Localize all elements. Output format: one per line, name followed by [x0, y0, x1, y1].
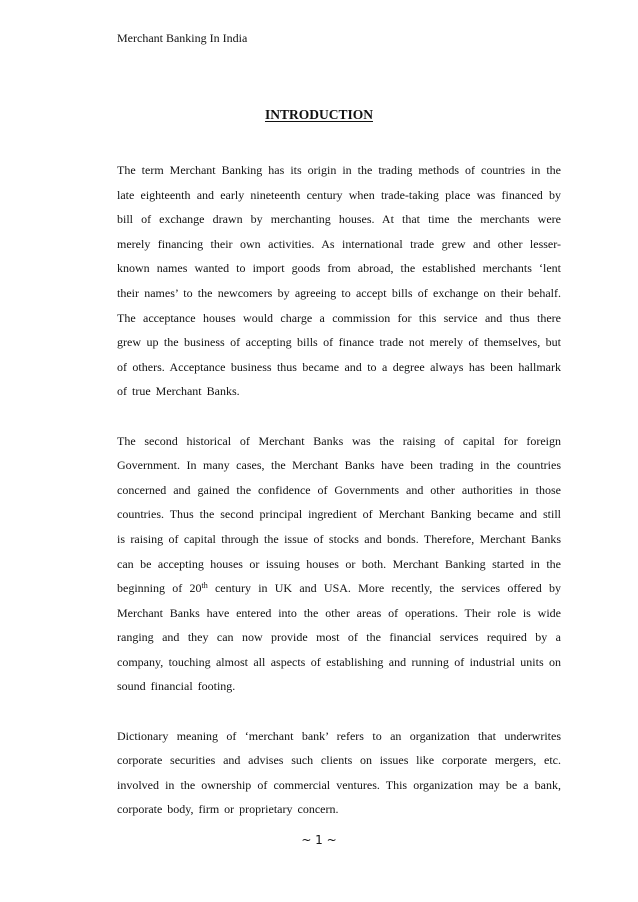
- paragraph-history-part1: The second historical of Merchant Banks was the raising of capital for foreign Government. In many cases, the Merchant Banks have been trading in the countries concerned and gained the confidence of Governments and other authorities in those countries. Thus the second principal ingredient of Merchant Banking became and still is raising of capital through the issue of stocks and bonds. Therefore, Merchant Banks can be accepting houses or issuing houses or both. Merchant Banking started in the beginning of 20: [117, 433, 561, 596]
- running-header: Merchant Banking In India: [117, 31, 248, 45]
- page-title-text: INTRODUCTION: [264, 107, 373, 122]
- page-title: [0, 107, 638, 123]
- paragraph-history: [117, 429, 561, 700]
- paragraph-origin: The term Merchant Banking has its origin in the trading methods of countries in the late eighteenth and early nineteenth century when trade-taking place was financed by bill of exchange drawn by merchanting houses. At that time the merchants were merely financing their own activities. As international trade grew and other lesser-known names wanted to import goods from abroad, the established merchants ‘lent their names’ to the newcomers by agreeing to accept bills of exchange on their behalf. The acceptance houses would charge a commission for this service and thus there grew up the business of accepting bills of finance trade not merely of themselves, but of others. Acceptance business thus became and to a degree always has been hallmark of true Merchant Banks.: [117, 163, 561, 399]
- ordinal-superscript: th: [201, 581, 208, 591]
- paragraph-history-part2: century in UK and USA. More recently, the services offered by Merchant Banks have entered into the other areas of operations. Their role is wide ranging and they can now provide most of the financial services required by a company, touching almost all aspects of establishing and running of industrial units on sound financial footing.: [117, 581, 561, 694]
- page-number: ~ 1 ~: [301, 833, 337, 847]
- document-body: [117, 158, 561, 822]
- paragraph-definition: Dictionary meaning of ‘merchant bank’ refers to an organization that underwrites corporate securities and advises such clients on issues like corporate mergers, etc. involved in the ownership of commercial ventures. This organization may be a bank, corporate body, firm or proprietary concern.: [117, 728, 561, 817]
